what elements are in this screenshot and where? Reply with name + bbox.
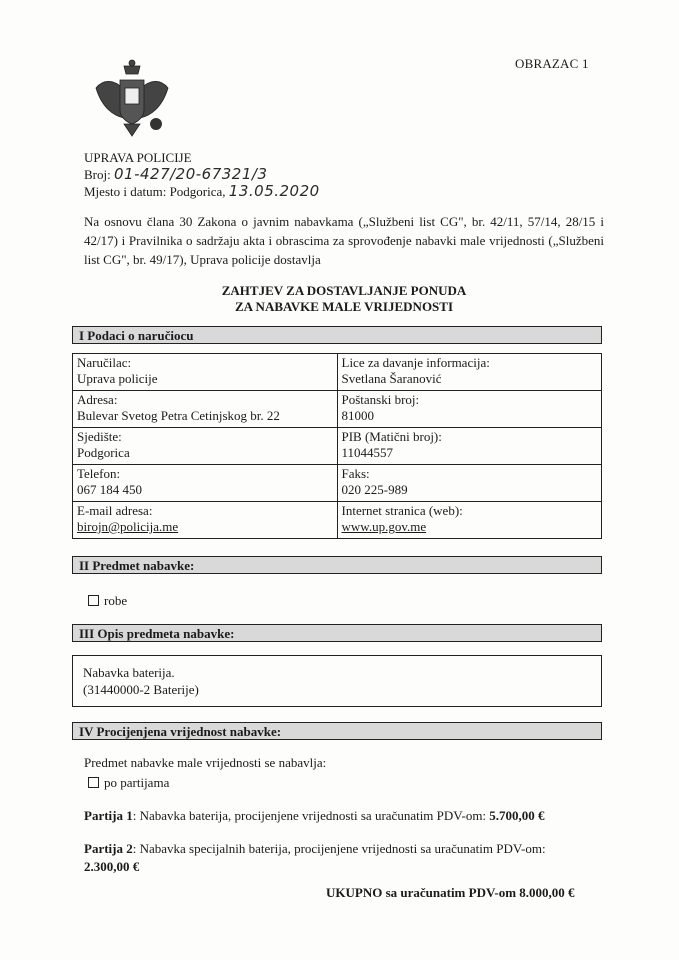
lots-option-label: po partijama xyxy=(104,775,170,790)
table-cell: PIB (Matični broj): 11044557 xyxy=(337,428,602,465)
table-cell: Naručilac: Uprava policije xyxy=(73,354,338,391)
lots-checkbox[interactable] xyxy=(88,777,99,788)
coat-of-arms-icon xyxy=(90,58,174,142)
website-link[interactable]: www.up.gov.me xyxy=(341,519,427,534)
table-row xyxy=(73,465,602,502)
table-cell: E-mail adresa: birojn@policija.me xyxy=(73,502,338,539)
table-cell: Adresa: Bulevar Svetog Petra Cetinjskog br. 22 xyxy=(73,391,338,428)
total-line: UKUPNO sa uračunatim PDV-om 8.000,00 € xyxy=(326,885,575,900)
procurement-method-text: Predmet nabavke male vrijednosti se nabavlja: xyxy=(84,755,327,770)
table-cell: Internet stranica (web): www.up.gov.me xyxy=(337,502,602,539)
lot-2-text: : Nabavka specijalnih baterija, procijenjene vrijednosti sa uračunatim PDV-om: xyxy=(132,841,546,856)
table-row xyxy=(73,391,602,428)
table-cell: Sjedište: Podgorica xyxy=(73,428,338,465)
table-cell: Lice za davanje informacija: Svetlana Šaranović xyxy=(337,354,602,391)
section-2-heading: II Predmet nabavke: xyxy=(72,556,602,574)
place-date-row xyxy=(84,183,320,200)
lot-1-text: : Nabavka baterija, procijenjene vrijednosti sa uračunatim PDV-om: xyxy=(132,808,490,823)
table-row xyxy=(73,428,602,465)
form-number: OBRAZAC 1 xyxy=(515,56,589,71)
goods-checkbox[interactable] xyxy=(88,595,99,606)
table-row xyxy=(73,502,602,539)
goods-option xyxy=(88,592,608,610)
lot-1-amount: 5.700,00 € xyxy=(489,808,545,823)
lot-2-label: Partija 2 xyxy=(84,841,133,856)
table-row xyxy=(73,354,602,391)
header-block xyxy=(84,150,320,200)
section-4-heading: IV Procijenjena vrijednost nabavke: xyxy=(72,722,602,740)
table-cell: Poštanski broj: 81000 xyxy=(337,391,602,428)
organization-name: UPRAVA POLICIJE xyxy=(84,150,192,165)
lot-1-label: Partija 1 xyxy=(84,808,133,823)
lots-option xyxy=(88,774,608,792)
section-3-heading: III Opis predmeta nabavke: xyxy=(72,624,602,642)
document-title-line1: ZAHTJEV ZA DOSTAVLJANJE PONUDA xyxy=(221,283,467,298)
lot-2-amount: 2.300,00 € xyxy=(84,859,140,874)
place-date-label: Mjesto i datum: Podgorica, xyxy=(84,184,226,199)
number-value: 01-427/20-67321/3 xyxy=(113,165,268,183)
number-label: Broj: xyxy=(84,167,111,182)
date-value: 13.05.2020 xyxy=(228,182,320,200)
table-cell: Telefon: 067 184 450 xyxy=(73,465,338,502)
subject-line1: Nabavka baterija. xyxy=(83,665,175,680)
email-link[interactable]: birojn@policija.me xyxy=(77,519,179,534)
subject-line2: (31440000-2 Baterije) xyxy=(83,682,199,697)
section-1-heading: I Podaci o naručiocu xyxy=(72,326,602,344)
document-title-line2: ZA NABAVKE MALE VRIJEDNOSTI xyxy=(234,299,454,314)
lot-2-line xyxy=(84,840,604,876)
document-number-row xyxy=(84,166,320,183)
subject-description-box xyxy=(72,655,602,707)
intro-paragraph: Na osnovu člana 30 Zakona o javnim nabavkama („Službeni list CG", br. 42/11, 57/14, 28/15 i 42/17) i Pravilnika o sadržaju akta i obrascima za sprovođenje nabavki male vrijednosti („Službeni list CG", br. 49/17), Uprava policije dostavlja xyxy=(84,214,604,267)
lot-1-line xyxy=(84,807,604,825)
table-cell: Faks: 020 225-989 xyxy=(337,465,602,502)
contracting-authority-table xyxy=(72,353,602,539)
goods-option-label: robe xyxy=(104,593,128,608)
